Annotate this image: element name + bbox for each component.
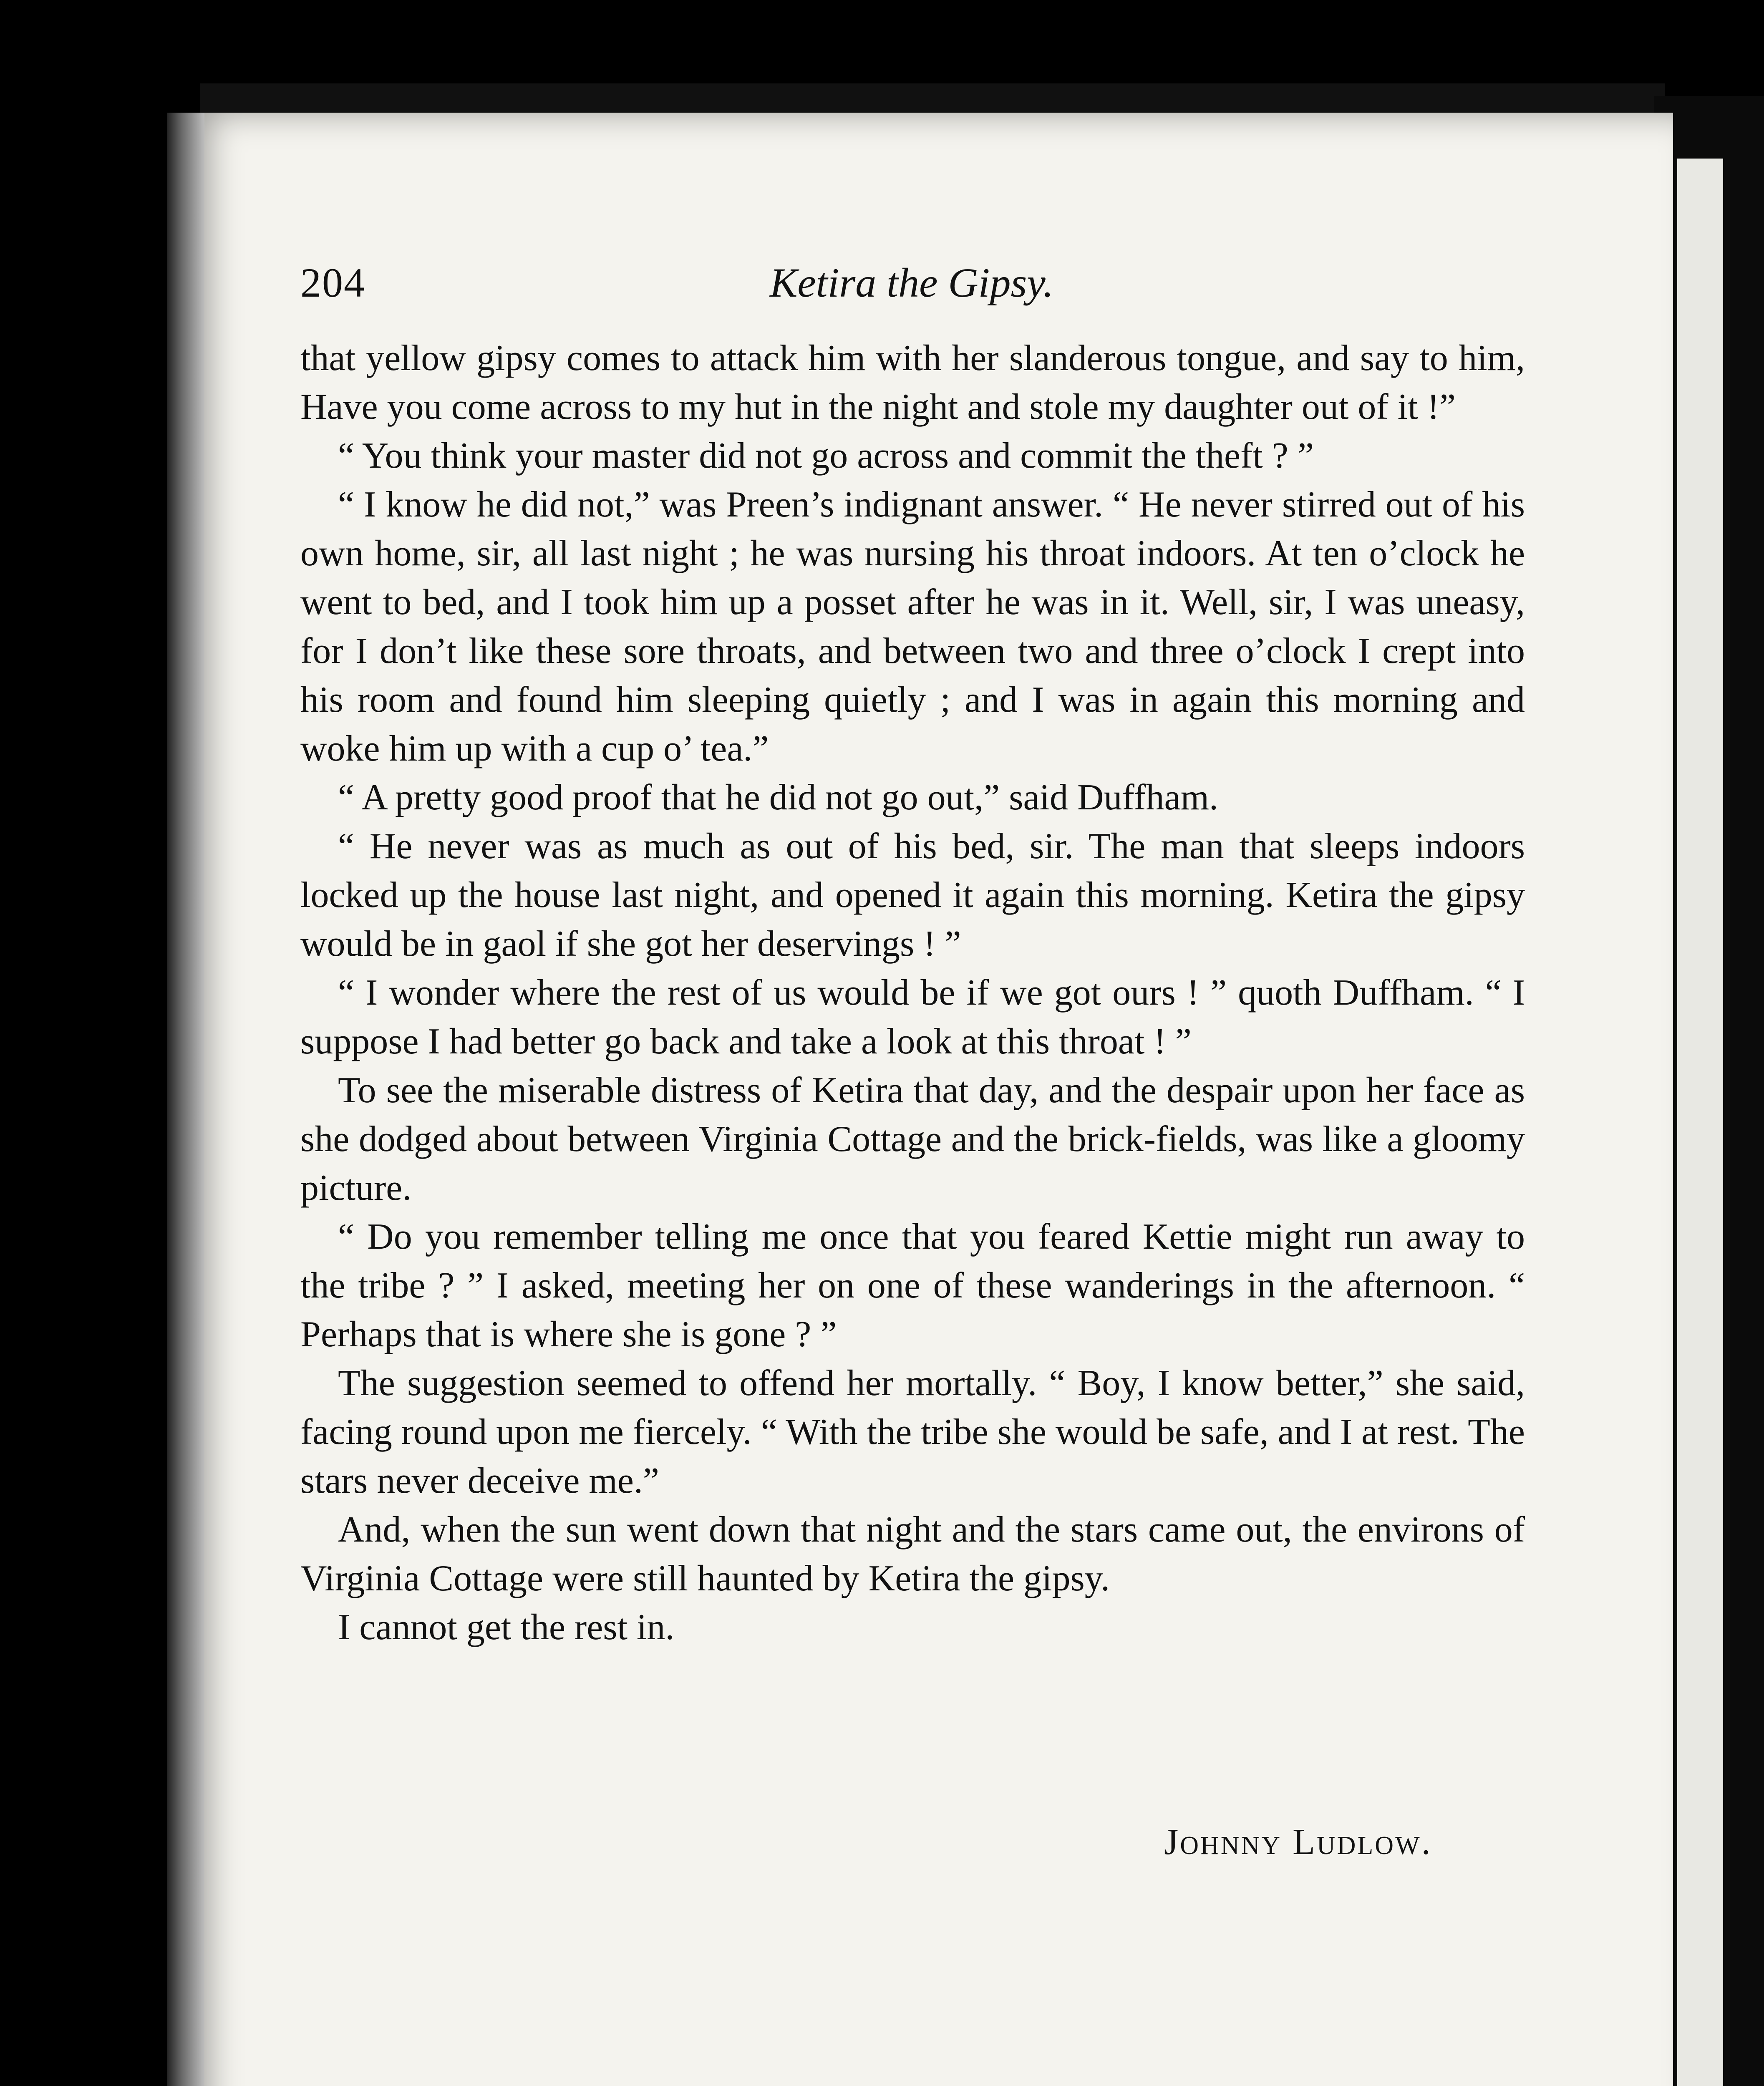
paragraph: And, when the sun went down that night and the stars came out, the environs of Virginia Cottage were still haunted by Ketira the gipsy. bbox=[300, 1509, 1525, 1599]
paragraph: “ Do you remember telling me once that you feared Kettie might run away to the tribe ? ” I asked, meeting her on one of these wanderings in the afternoon. “ Perhaps that is where she is gone ? ” bbox=[300, 1217, 1525, 1355]
running-head bbox=[300, 259, 1523, 317]
paragraph: The suggestion seemed to offend her mortally. “ Boy, I know better,” she said, facing round upon me fiercely. “ With the tribe she would be safe, and I at rest. The stars never deceive me.” bbox=[300, 1363, 1525, 1501]
body-text bbox=[300, 334, 1525, 1652]
top-shadow bbox=[200, 83, 1665, 117]
paragraph: I cannot get the rest in. bbox=[338, 1607, 675, 1648]
facing-page-edge bbox=[1677, 159, 1723, 2086]
paragraph: “ You think your master did not go across and commit the theft ? ” bbox=[338, 436, 1314, 476]
paragraph: “ I know he did not,” was Preen’s indignant answer. “ He never stirred out of his own home, sir, all last night ; he was nursing his throat indoors. At ten o’clock he went to bed, and I took him up a posset after he was in it. Well, sir, I was uneasy, for I don’t like these sore throats, and between two and three o’clock I crept into his room and found him sleeping quietly ; and I was in again this morning and woke him up with a cup o’ tea.” bbox=[300, 484, 1525, 769]
running-title: Ketira the Gipsy. bbox=[769, 259, 1054, 306]
author-signature: Johnny Ludlow. bbox=[1164, 1822, 1432, 1862]
paragraph: “ He never was as much as out of his bed, sir. The man that sleeps indoors locked up the house last night, and opened it again this morning. Ketira the gipsy would be in gaol if she got her deservings ! ” bbox=[300, 826, 1525, 964]
paragraph: To see the miserable distress of Ketira that day, and the despair upon her face as she dodged about between Virginia Cottage and the brick-fields, was like a gloomy picture. bbox=[300, 1070, 1525, 1208]
paragraph: “ A pretty good proof that he did not go out,” said Duffham. bbox=[338, 777, 1219, 818]
binding-edge bbox=[167, 113, 204, 2086]
paragraph: “ I wonder where the rest of us would be if we got ours ! ” quoth Duffham. “ I suppose I had better go back and take a look at this throat ! ” bbox=[300, 972, 1525, 1062]
page-number: 204 bbox=[300, 259, 365, 306]
paragraph: that yellow gipsy comes to attack him with her slanderous tongue, and say to him, Have you come across to my hut in the night and stole my daughter out of it !” bbox=[300, 338, 1525, 427]
